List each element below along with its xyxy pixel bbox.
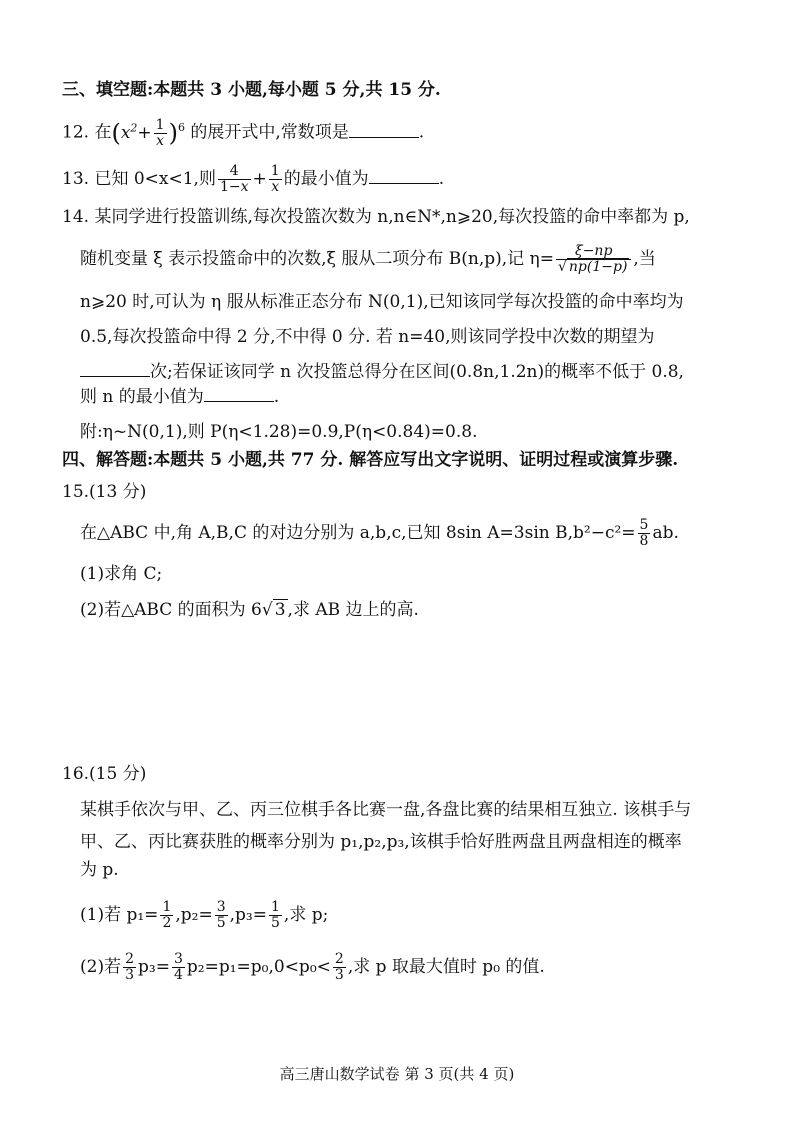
q16-part-2 — [80, 952, 545, 983]
question-12 — [62, 116, 424, 149]
frac-num: 1 — [271, 899, 280, 915]
q14-line-1: 14. 某同学进行投篮训练,每次投篮次数为 n,n∈N*,n⩾20,每次投篮的命中率都为 p, — [62, 207, 690, 227]
q14-line-2b: ,当 — [633, 249, 656, 269]
frac-den: 5 — [216, 915, 226, 931]
q12-end: . — [418, 122, 425, 143]
q16-line-1: 某棋手依次与甲、乙、丙三位棋手各比赛一盘,各盘比赛的结果相互独立. 该棋手与 — [80, 800, 692, 820]
q16-part1-c: ,p₃= — [229, 905, 267, 925]
q15-stem-a: 在△ABC 中,角 A,B,C 的对边分别为 a,b,c,已知 8sin A=3sin B,b²−c²= — [80, 523, 636, 543]
q12-term1: $x^2+$ — [120, 121, 152, 143]
q16-part2-frac-2 — [172, 952, 185, 983]
q16-part2-frac-1 — [123, 952, 136, 983]
q16-part2-frac-3 — [333, 952, 346, 983]
q16-part1-a: (1)若 p₁= — [80, 905, 159, 925]
q13-answer-blank[interactable] — [369, 167, 439, 184]
q13-suffix: 的最小值为 — [283, 169, 369, 189]
q14-appendix: 附:η~N(0,1),则 P(η<1.28)=0.9,P(η<0.84)=0.8. — [80, 422, 478, 442]
q12-exponent: 6 — [177, 121, 185, 134]
q14-line-2 — [80, 244, 656, 275]
q14-line-5-text: 次;若保证该同学 n 次投篮总得分在区间(0.8n,1.2n)的概率不低于 0.8, — [150, 362, 684, 382]
q15-sqrt-value: 3 — [274, 600, 286, 620]
frac-num: 2 — [125, 951, 135, 967]
q16-part2-b: p₃= — [138, 957, 170, 977]
section4-heading: 四、解答题:本题共 5 小题,共 77 分. 解答应写出文字说明、证明过程或演算步骤. — [62, 450, 679, 470]
q15-part2-b: ,求 AB 边上的高. — [287, 600, 419, 620]
q13-prefix: 13. 已知 0<x<1,则 — [62, 169, 216, 189]
q16-part1-frac-3 — [269, 900, 282, 931]
frac-den: 4 — [173, 967, 183, 983]
q14-eta-fraction: $\frac{\xi-np}{√ np(1-p)}$ — [556, 244, 631, 275]
frac-num: 1 — [162, 899, 172, 915]
q15-part2-a: (2)若△ABC 的面积为 6 — [80, 600, 262, 620]
frac-den: 3 — [334, 967, 344, 983]
q15-part-1: (1)求角 C; — [80, 564, 163, 584]
q16-header: 16.(15 分) — [62, 764, 147, 784]
frac-den: 2 — [162, 915, 172, 931]
frac-num: 3 — [173, 951, 183, 967]
q14-answer-blank-2[interactable] — [204, 385, 274, 402]
q15-frac-num: 5 — [639, 517, 649, 533]
paren-open: ( — [111, 119, 121, 148]
frac-num: 3 — [216, 899, 226, 915]
q15-stem — [80, 518, 679, 549]
q16-part1-b: ,p₂= — [175, 905, 213, 925]
q14-line-2a: 随机变量 ξ 表示投篮命中的次数,ξ 服从二项分布 B(n,p),记 η= — [80, 249, 554, 269]
section3-heading: 三、填空题:本题共 3 小题,每小题 5 分,共 15 分. — [62, 80, 441, 100]
q13-end: . — [438, 169, 445, 189]
q14-line-6 — [80, 385, 279, 409]
q16-part1-d: ,求 p; — [283, 905, 329, 925]
page-footer: 高三唐山数学试卷 第 3 页(共 4 页) — [279, 1065, 515, 1083]
q14-frac-den: np(1−p) — [568, 259, 628, 275]
q12-suffix: 的展开式中,常数项是 — [190, 122, 349, 143]
q14-answer-blank-1[interactable] — [80, 360, 150, 377]
frac-num: 2 — [334, 951, 344, 967]
q12-prefix: 12. 在 — [62, 122, 112, 143]
sqrt-sign: √ — [261, 600, 273, 620]
q15-part-2 — [80, 598, 419, 622]
paren-close: ) — [168, 119, 178, 148]
q16-part1-frac-1 — [160, 900, 173, 931]
q14-line-3: n⩾20 时,可认为 η 服从标准正态分布 N(0,1),已知该同学每次投篮的命中率均为 — [80, 292, 684, 312]
q14-line-5 — [80, 360, 684, 384]
q16-part2-a: (2)若 — [80, 957, 122, 977]
frac-den: 3 — [125, 967, 135, 983]
q14-line-6-end: . — [273, 387, 280, 407]
q12-fraction: $\frac{1}{x}$ — [155, 116, 165, 149]
q13-fraction-2: $\frac{1}{x}$ — [270, 163, 280, 195]
q16-part2-d: ,求 p 取最大值时 p₀ 的值. — [347, 957, 545, 977]
q16-line-3: 为 p. — [80, 860, 119, 880]
q14-line-4: 0.5,每次投篮命中得 2 分,不中得 0 分. 若 n=40,则该同学投中次数的期望为 — [80, 327, 655, 347]
q14-line-6-text: 则 n 的最小值为 — [80, 387, 204, 407]
question-13: 13. 已知 0<x<1,则 $\frac{4}{1-x}$ + $\frac{1}{x}$ 的最小值为 . — [62, 163, 445, 195]
q16-part2-c: p₂=p₁=p₀,0<p₀< — [186, 957, 331, 977]
q13-fraction-1: $\frac{4}{1-x}$ — [219, 163, 249, 195]
q12-answer-blank[interactable] — [349, 121, 419, 138]
q15-header: 15.(13 分) — [62, 482, 147, 502]
q15-stem-b: ab. — [652, 523, 679, 543]
q15-frac-den: 8 — [639, 533, 649, 549]
q16-part-1 — [80, 900, 328, 931]
q14-frac-num: ξ−np — [556, 244, 631, 260]
frac-den: 5 — [271, 915, 280, 931]
q15-fraction — [638, 518, 651, 549]
q16-line-2: 甲、乙、丙比赛获胜的概率分别为 p₁,p₂,p₃,该棋手恰好胜两盘且两盘相连的概率 — [80, 832, 682, 852]
q16-part1-frac-2 — [215, 900, 228, 931]
